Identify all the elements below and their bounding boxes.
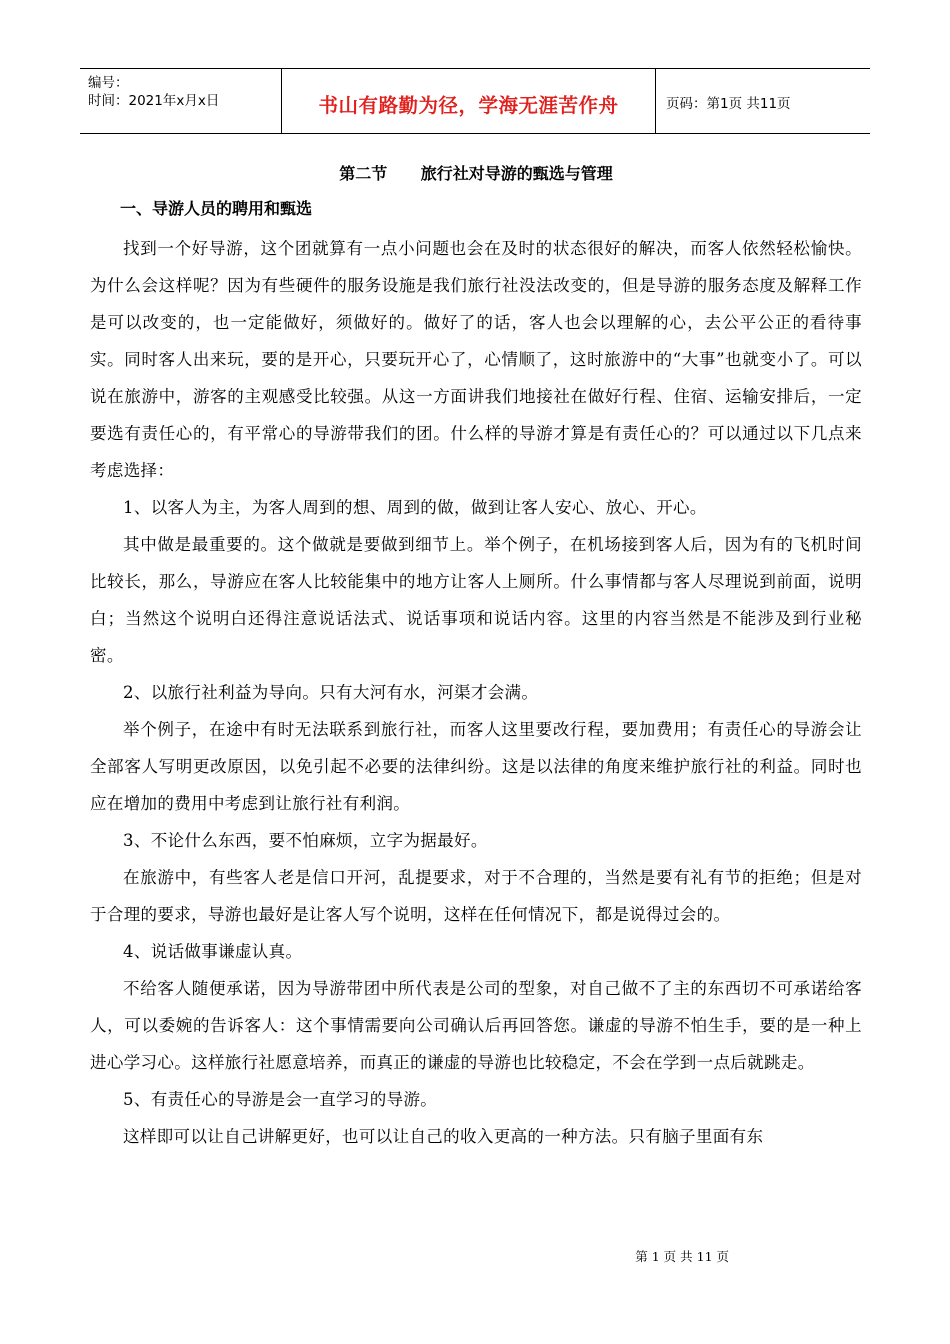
paragraph-intro: 找到一个好导游，这个团就算有一点小问题也会在及时的状态很好的解决，而客人依然轻松愉快。为什么会这样呢？因为有些硬件的服务设施是我们旅行社没法改变的，但是导游的服务态度及解释工作是可以改变的，也一定能做好，须做好的。做好了的话，客人也会以理解的心，去公平公正的看待事实。同时客人出来玩，要的是开心，只要玩开心了，心情顺了，这时旅游中的“大事”也就变小了。可以说在旅游中，游客的主观感受比较强。从这一方面讲我们地接社在做好行程、住宿、运输安排后，一定要选有责任心的，有平常心的导游带我们的团。什么样的导游才算是有责任心的？可以通过以下几点来考虑选择： xyxy=(90,239,862,480)
section-title: 第二节 旅行社对导游的甄选与管理 xyxy=(339,164,613,183)
subsection-title: 一、导游人员的聘用和甄选 xyxy=(120,199,313,218)
point-1-body: 其中做是最重要的。这个做就是要做到细节上。举个例子，在机场接到客人后，因为有的飞机时间比较长，那么，导游应在客人比较能集中的地方让客人上厕所。什么事情都与客人尽理说到前面，说明白；当然这个说明白还得注意说话法式、说话事项和说话内容。这里的内容当然是不能涉及到行业秘密。 xyxy=(90,535,862,665)
point-4-heading: 4、说话做事谦虚认真。 xyxy=(123,942,303,961)
point-5-heading: 5、有责任心的导游是会一直学习的导游。 xyxy=(123,1090,438,1109)
point-3-heading: 3、不论什么东西，要不怕麻烦，立字为据最好。 xyxy=(123,831,488,850)
point-4-body: 不给客人随便承诺，因为导游带团中所代表是公司的型象，对自己做不了主的东西切不可承诺给客人，可以委婉的告诉客人：这个事情需要向公司确认后再回答您。谦虚的导游不怕生手，要的是一种上进心学习心。这样旅行社愿意培养，而真正的谦虚的导游也比较稳定，不会在学到一点后就跳走。 xyxy=(90,979,862,1072)
header-page-number: 页码：第1页 共11页 xyxy=(666,96,791,112)
header-motto: 书山有路勤为径，学海无涯苦作舟 xyxy=(282,69,656,133)
point-1-heading: 1、以客人为主，为客人周到的想、周到的做，做到让客人安心、放心、开心。 xyxy=(123,498,707,517)
document-body xyxy=(90,163,862,1155)
header-meta xyxy=(80,69,282,133)
point-2-body: 举个例子，在途中有时无法联系到旅行社，而客人这里要改行程，要加费用；有责任心的导游会让全部客人写明更改原因，以免引起不必要的法律纠纷。这是以法律的角度来维护旅行社的利益。同时也应在增加的费用中考虑到让旅行社有利润。 xyxy=(90,720,862,813)
point-2-heading: 2、以旅行社利益为导向。只有大河有水，河渠才会满。 xyxy=(123,683,539,702)
document-number-label: 编号： xyxy=(88,75,129,91)
document-time-label: 时间：2021年x月x日 xyxy=(88,93,220,109)
page-footer: 第 1 页 共 11 页 xyxy=(635,1249,729,1264)
point-5-body: 这样即可以让自己讲解更好，也可以让自己的收入更高的一种方法。只有脑子里面有东 xyxy=(123,1127,764,1146)
point-3-body: 在旅游中，有些客人老是信口开河，乱提要求，对于不合理的，当然是要有礼有节的拒绝；但是对于合理的要求，导游也最好是让客人写个说明，这样在任何情况下，都是说得过会的。 xyxy=(90,868,862,924)
page-header xyxy=(80,68,870,134)
